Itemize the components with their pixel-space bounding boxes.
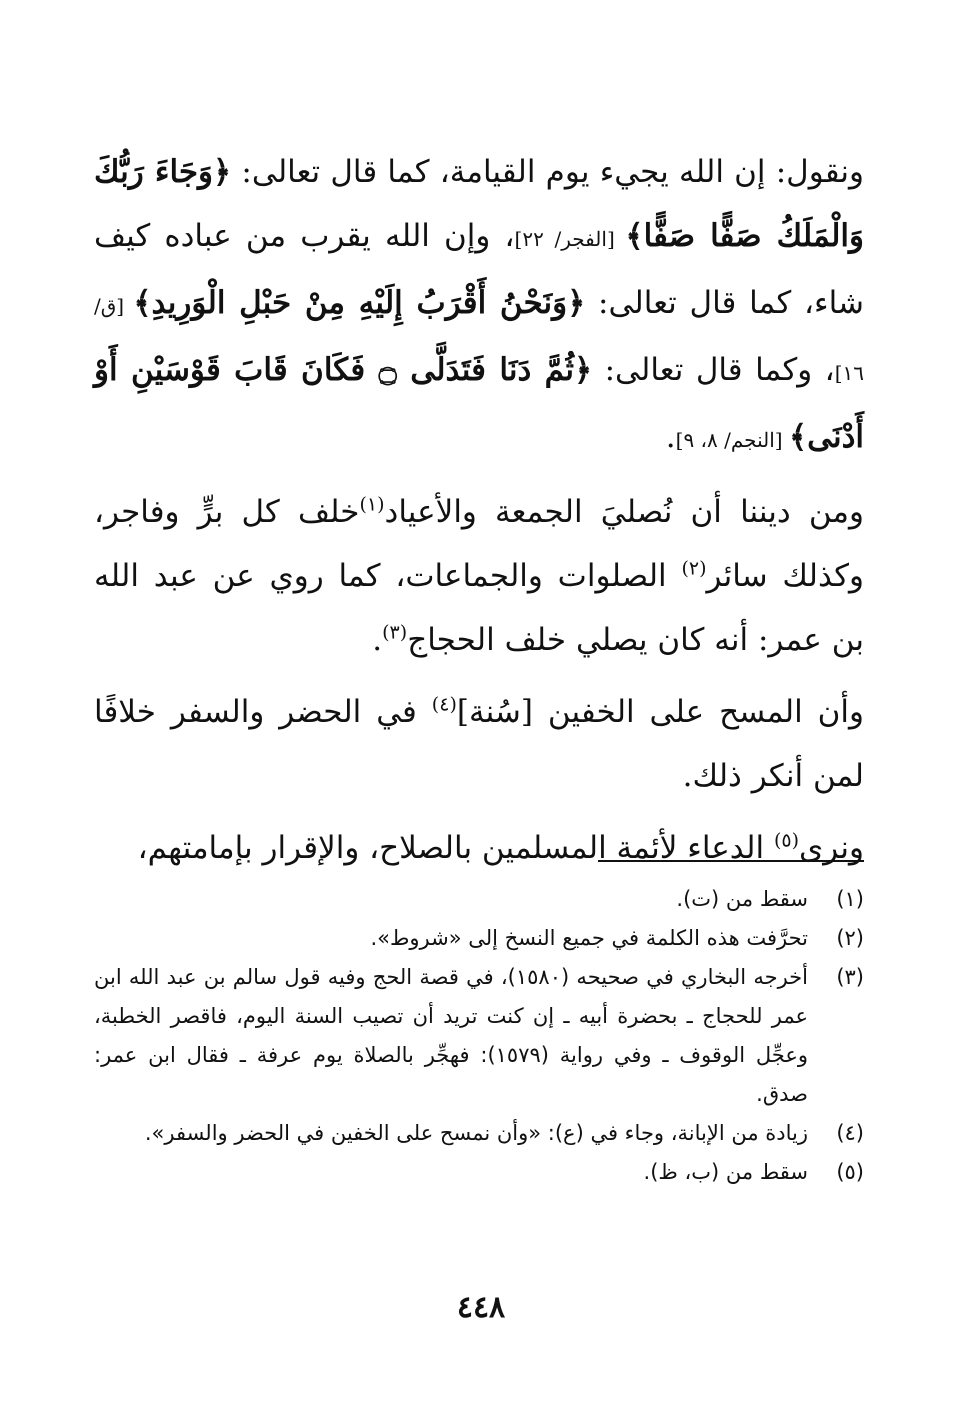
paragraph-text: ونرى [799,830,864,866]
footnote-text: سقط من (ت). [676,887,808,911]
paragraph-text: وأن المسح على الخفين [سُنة] [456,694,864,730]
footnote-text: زيادة من الإبانة، وجاء في (ع): «وأن نمسح على الخفين في الحضر والسفر». [144,1121,808,1145]
main-text [94,140,864,888]
footnote-marker: (٣) [382,621,408,644]
footnote-marker: (١) [359,493,385,516]
footnote [94,958,864,1114]
quran-verse: ﴿وَجَاءَ رَبُّكَ وَالْمَلَكُ صَفًّا صَفًّا﴾ [94,154,864,254]
footnote-number: (٤) [836,1121,864,1145]
paragraph-text: . [665,419,676,455]
paragraph-text: ومن ديننا أن نُصليَ الجمعة والأعياد [384,494,864,530]
footnote [94,880,864,919]
paragraph [94,140,864,472]
footnote-marker: (٥) [773,829,800,852]
footnote-number: (٣) [836,965,864,989]
footnote-number: (٢) [836,926,864,950]
paragraph-text: ، وإن الله يقرب من عباده كيف شاء، كما قال تعالى: [94,218,864,321]
footnotes [94,880,864,1192]
footnote-text: سقط من (ب، ظ). [643,1160,808,1184]
paragraph [94,816,864,880]
verse-reference: [الفجر/ ٢٢] [514,227,626,251]
paragraph-text: الصلوات والجماعات، كما روي عن عبد الله بن عمر: أنه كان يصلي خلف الحجاج [94,558,864,658]
footnote [94,1114,864,1153]
footnote-marker: (٢) [681,557,707,580]
footnote-text: تحرَّفت هذه الكلمة في جميع النسخ إلى «شروط». [370,926,808,950]
page-number: ٤٤٨ [456,1290,506,1325]
footnote-text: أخرجه البخاري في صحيحه (١٥٨٠)، في قصة الحج وفيه قول سالم بن عبد الله ابن عمر للحجاج ـ بحضرة أبيه ـ إن كنت تريد أن تصيب السنة اليوم، فاقصر الخطبة، وعجِّل الوقوف ـ وفي رواية (١٥٧٩): فهجِّر بالصلاة يوم عرفة ـ فقال ابن عمر: صدق. [94,965,808,1106]
verse-reference: [ق/ ١٦] [94,294,864,385]
footnote [94,1153,864,1192]
paragraph [94,480,864,672]
paragraph-text: خلف كل برٍّ وفاجر، وكذلك سائر [94,494,864,594]
paragraph-text: في الحضر والسفر خلافًا لمن أنكر ذلك. [94,694,864,794]
paragraph-text: . [372,622,383,658]
footnote-marker: (٤) [431,693,457,716]
footnote [94,919,864,958]
paragraph-text: ، وكما قال تعالى: [592,352,835,388]
footnote-separator [598,860,864,862]
quran-verse: ﴿وَنَحْنُ أَقْرَبُ إِلَيْهِ مِنْ حَبْلِ الْوَرِيدِ﴾ [133,285,586,321]
paragraph [94,680,864,808]
footnote-number: (٥) [836,1160,864,1184]
quran-verse: ﴿ثُمَّ دَنَا فَتَدَلَّى ۝ فَكَانَ قَابَ قَوْسَيْنِ أَوْ أَدْنَى﴾ [94,352,864,455]
footnote-number: (١) [836,887,864,911]
verse-reference: [النجم/ ٨، ٩] [675,428,789,452]
paragraph-text: ونقول: إن الله يجيء يوم القيامة، كما قال تعالى: [231,154,864,190]
paragraph-text: الدعاء لأئمة المسلمين بالصلاح، والإقرار بإمامتهم، [137,830,774,866]
